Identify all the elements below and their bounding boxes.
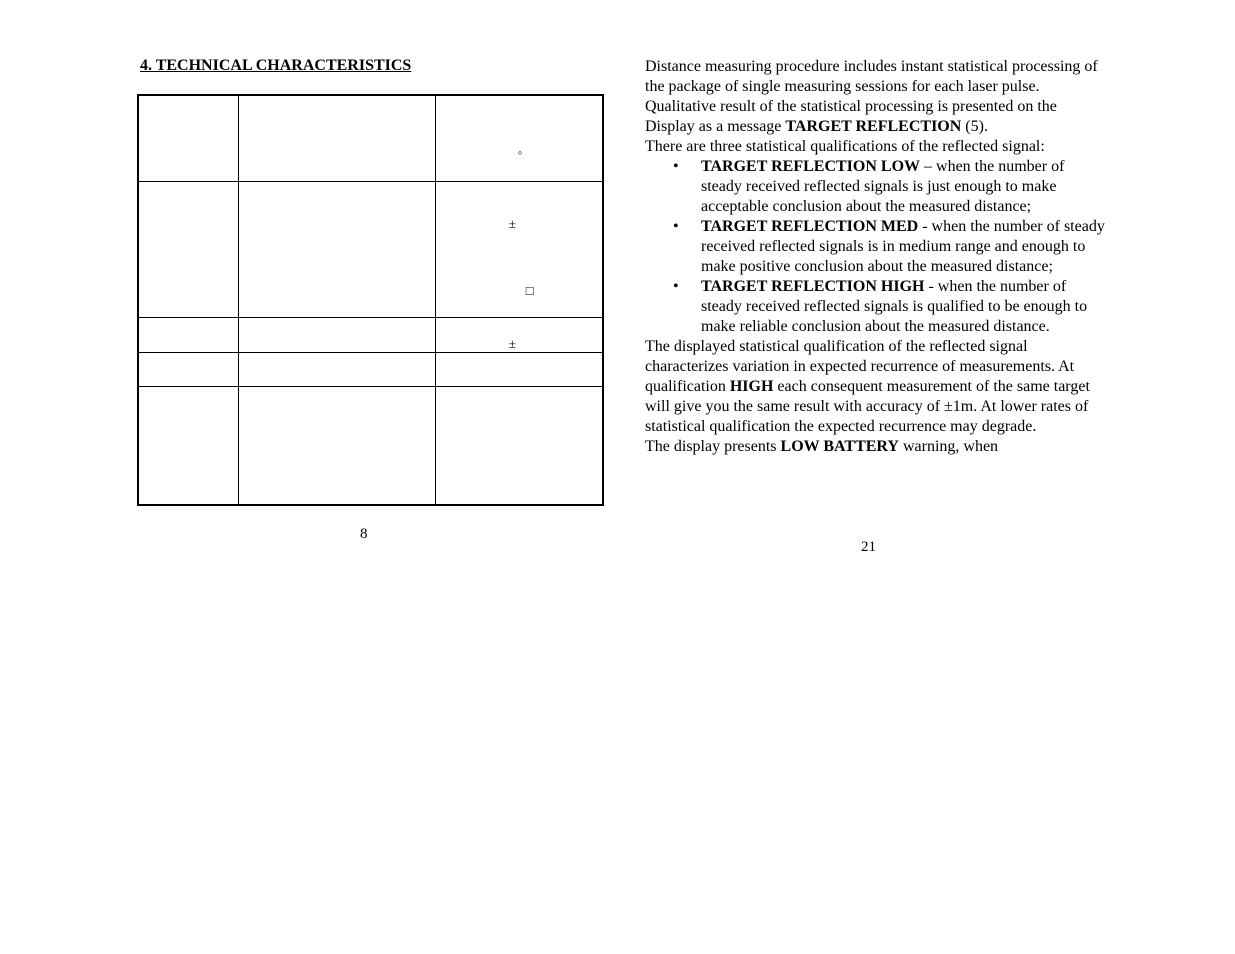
paragraph: Distance measuring procedure includes instant statistical processing of the package of single measuring sessions for each laser pulse. Qualitative result of the statistical processing is presented on the Display as a message TARGET REFLECTION (5). <box>645 58 1098 135</box>
bullet-icon: • <box>673 158 679 175</box>
table-cell <box>435 181 603 317</box>
table-cell <box>435 386 603 505</box>
section-heading: 4. TECHNICAL CHARACTERISTICS <box>140 57 412 74</box>
table-cell <box>138 95 238 181</box>
right-page-text <box>645 57 1105 457</box>
square-symbol: □ <box>525 282 534 298</box>
degree-symbol: ◦ <box>517 145 523 160</box>
table-cell <box>238 386 435 505</box>
table-row <box>138 95 603 181</box>
table-cell <box>435 352 603 386</box>
table-cell <box>238 352 435 386</box>
paragraph: The display presents LOW BATTERY warning, when <box>645 438 999 455</box>
table-cell <box>238 181 435 317</box>
page-number-right: 21 <box>861 539 876 555</box>
paragraph: There are three statistical qualifications of the reflected signal: <box>645 138 1045 155</box>
bullet-icon: • <box>673 218 679 235</box>
table-row <box>138 386 603 505</box>
table-row <box>138 352 603 386</box>
bullet-icon: • <box>673 278 679 295</box>
table-cell <box>138 181 238 317</box>
table-cell <box>138 386 238 505</box>
plus-minus-symbol: ± <box>508 215 516 231</box>
table-cell <box>435 95 603 181</box>
table-cell <box>238 95 435 181</box>
plus-minus-symbol: ± <box>508 335 516 351</box>
table-cell <box>238 317 435 352</box>
list-item: • TARGET REFLECTION MED - when the number of steady received reflected signals is in medium range and enough to make positive conclusion about the measured distance; <box>673 218 1105 275</box>
list-item: • TARGET REFLECTION HIGH - when the number of steady received reflected signals is qualified to be enough to make reliable conclusion about the measured distance. <box>673 278 1088 335</box>
qualification-list <box>645 157 1105 337</box>
table-cell <box>435 317 603 352</box>
paragraph: The displayed statistical qualification of the reflected signal characterizes variation in expected recurrence of measurements. At qualification HIGH each consequent measurement of the same target will give you the same result with accuracy of ±1m. At lower rates of statistical qualification the expected recurrence may degrade. <box>645 338 1090 435</box>
list-item: • TARGET REFLECTION LOW – when the number of steady received reflected signals is just enough to make acceptable conclusion about the measured distance; <box>673 158 1065 215</box>
table-row <box>138 181 603 317</box>
table-cell <box>138 317 238 352</box>
technical-characteristics-table <box>137 94 604 506</box>
page-number-left: 8 <box>360 526 368 542</box>
table-row <box>138 317 603 352</box>
table-cell <box>138 352 238 386</box>
